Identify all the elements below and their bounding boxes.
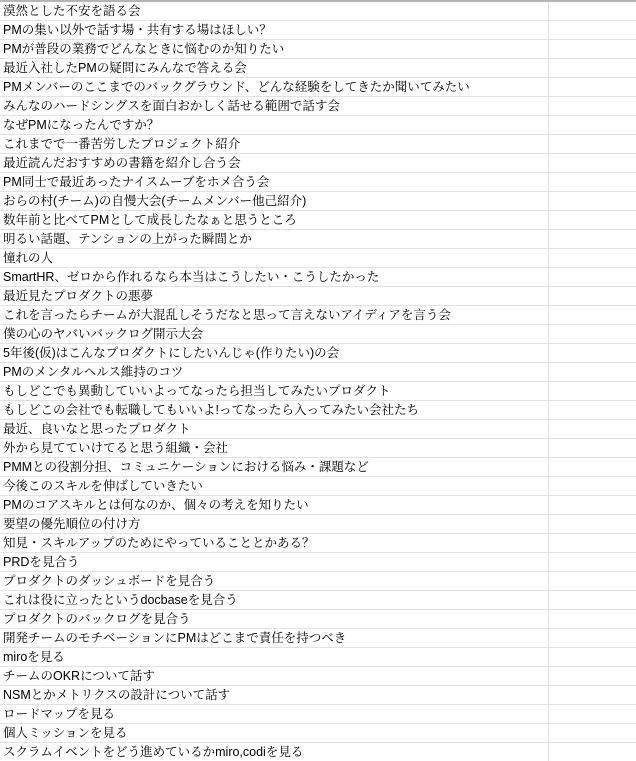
empty-cell[interactable] (549, 610, 636, 628)
idea-cell[interactable] (0, 40, 549, 58)
table-row (0, 249, 636, 268)
table-row (0, 59, 636, 78)
idea-cell[interactable] (0, 192, 549, 210)
empty-cell[interactable] (549, 420, 636, 438)
empty-cell[interactable] (549, 534, 636, 552)
table-row (0, 648, 636, 667)
table-row (0, 553, 636, 572)
table-row (0, 306, 636, 325)
idea-text: 最近、良いなと思ったプロダクト (3, 422, 191, 436)
idea-cell[interactable] (0, 458, 549, 476)
table-row (0, 173, 636, 192)
idea-cell[interactable] (0, 667, 549, 685)
idea-text: 僕の心のヤバいバックログ開示大会 (3, 327, 204, 341)
table-row (0, 382, 636, 401)
idea-text: 開発チームのモチベーションにPMはどこまで責任を持つべき (3, 631, 347, 645)
table-row (0, 439, 636, 458)
idea-text: もしどこの会社でも転職してもいいよ!ってなったら入ってみたい会社たち (3, 403, 419, 417)
idea-text: プロダクトのダッシュボードを見合う (3, 574, 216, 588)
idea-cell[interactable] (0, 496, 549, 514)
table-row (0, 211, 636, 230)
idea-cell[interactable] (0, 230, 549, 248)
empty-cell[interactable] (549, 477, 636, 495)
idea-cell[interactable] (0, 705, 549, 723)
empty-cell[interactable] (549, 21, 636, 39)
table-row (0, 667, 636, 686)
empty-cell[interactable] (549, 743, 636, 761)
table-row (0, 420, 636, 439)
empty-cell[interactable] (549, 724, 636, 742)
idea-cell[interactable] (0, 135, 549, 153)
table-row (0, 477, 636, 496)
idea-text: PMのメンタルヘルス維持のコツ (3, 365, 184, 379)
table-row (0, 591, 636, 610)
idea-cell[interactable] (0, 363, 549, 381)
empty-cell[interactable] (549, 116, 636, 134)
table-row (0, 496, 636, 515)
idea-cell[interactable] (0, 21, 549, 39)
idea-cell[interactable] (0, 477, 549, 495)
table-row (0, 344, 636, 363)
idea-text: 数年前と比べてPMとして成長したなぁと思うところ (3, 213, 297, 227)
idea-cell[interactable] (0, 591, 549, 609)
idea-text: PMMとの役割分担、コミュニケーションにおける悩み・課題など (3, 460, 369, 474)
idea-cell[interactable] (0, 78, 549, 96)
empty-cell[interactable] (549, 78, 636, 96)
table-row (0, 743, 636, 761)
empty-cell[interactable] (549, 458, 636, 476)
idea-text: これは役に立ったというdocbaseを見合う (3, 593, 238, 607)
table-row (0, 78, 636, 97)
idea-text: 明るい話題、テンションの上がった瞬間とか (3, 232, 252, 246)
table-row (0, 724, 636, 743)
idea-cell[interactable] (0, 743, 549, 761)
idea-cell[interactable] (0, 382, 549, 400)
table-row (0, 40, 636, 59)
empty-cell[interactable] (549, 515, 636, 533)
idea-cell[interactable] (0, 268, 549, 286)
idea-text: PMメンバーのここまでのバックグラウンド、どんな経験をしてきたか聞いてみたい (3, 80, 470, 94)
empty-cell[interactable] (549, 363, 636, 381)
table-row (0, 534, 636, 553)
empty-cell[interactable] (549, 439, 636, 457)
idea-cell[interactable] (0, 59, 549, 77)
idea-cell[interactable] (0, 534, 549, 552)
idea-cell[interactable] (0, 439, 549, 457)
idea-text: ロードマップを見る (3, 707, 116, 721)
table-row (0, 192, 636, 211)
empty-cell[interactable] (549, 135, 636, 153)
table-row (0, 116, 636, 135)
idea-cell[interactable] (0, 401, 549, 419)
empty-cell[interactable] (549, 553, 636, 571)
idea-cell[interactable] (0, 249, 549, 267)
table-row (0, 325, 636, 344)
empty-cell[interactable] (549, 705, 636, 723)
table-row (0, 154, 636, 173)
idea-text: 憧れの人 (3, 251, 54, 265)
idea-cell[interactable] (0, 325, 549, 343)
table-row (0, 610, 636, 629)
idea-text: PMのコアスキルとは何なのか、個々の考えを知りたい (3, 498, 309, 512)
table-row (0, 686, 636, 705)
idea-cell[interactable] (0, 572, 549, 590)
empty-cell[interactable] (549, 648, 636, 666)
idea-cell[interactable] (0, 648, 549, 666)
idea-text: 今後このスキルを伸ばしていきたい (3, 479, 203, 493)
idea-cell[interactable] (0, 116, 549, 134)
idea-text: 外から見てていけてると思う組織・会社 (3, 441, 229, 455)
idea-text: これまでで一番苦労したプロジェクト紹介 (3, 137, 241, 151)
table-row (0, 629, 636, 648)
empty-cell[interactable] (549, 667, 636, 685)
empty-cell[interactable] (549, 401, 636, 419)
idea-cell[interactable] (0, 515, 549, 533)
empty-cell[interactable] (549, 325, 636, 343)
idea-text: 要望の優先順位の付け方 (3, 517, 141, 531)
empty-cell[interactable] (549, 686, 636, 704)
idea-text: これを言ったらチームが大混乱しそうだなと思って言えないアイディアを言う会 (3, 308, 451, 322)
empty-cell[interactable] (549, 173, 636, 191)
idea-text: 個人ミッションを見る (3, 726, 128, 740)
idea-text: SmartHR、ゼロから作れるなら本当はこうしたい・こうしたかった (3, 270, 380, 284)
idea-cell[interactable] (0, 610, 549, 628)
idea-text: PRDを見合う (3, 555, 80, 569)
idea-cell[interactable] (0, 344, 549, 362)
table-row (0, 21, 636, 40)
idea-cell[interactable] (0, 173, 549, 191)
idea-text: 5年後(仮)はこんなプロダクトにしたいんじゃ(作りたい)の会 (3, 346, 340, 360)
idea-text: おらの村(チーム)の自慢大会(チームメンバー他己紹介) (3, 194, 307, 208)
empty-cell[interactable] (549, 306, 636, 324)
table-row (0, 572, 636, 591)
empty-cell[interactable] (549, 40, 636, 58)
empty-cell[interactable] (549, 382, 636, 400)
idea-text: 知見・スキルアップのためにやっていることとかある？ (3, 536, 315, 550)
idea-cell[interactable] (0, 2, 549, 20)
idea-cell[interactable] (0, 287, 549, 305)
idea-text: PM同士で最近あったナイスムーブをホメ合う会 (3, 175, 270, 189)
empty-cell[interactable] (549, 97, 636, 115)
idea-text: 最近読んだおすすめの書籍を紹介し合う会 (3, 156, 241, 170)
idea-cell[interactable] (0, 97, 549, 115)
empty-cell[interactable] (549, 268, 636, 286)
idea-cell[interactable] (0, 724, 549, 742)
empty-cell[interactable] (549, 230, 636, 248)
empty-cell[interactable] (549, 591, 636, 609)
table-row (0, 135, 636, 154)
empty-cell[interactable] (549, 154, 636, 172)
idea-text: チームのOKRについて話す (3, 669, 155, 683)
table-row (0, 458, 636, 477)
idea-cell[interactable] (0, 154, 549, 172)
empty-cell[interactable] (549, 249, 636, 267)
idea-cell[interactable] (0, 420, 549, 438)
idea-text: プロダクトのバックログを見合う (3, 612, 191, 626)
idea-text: PMの集い以外で話す場・共有する場はほしい？ (3, 23, 272, 37)
idea-text: スクラムイベントをどう進めているかmiro,codiを見る (3, 745, 304, 759)
idea-text: 最近入社したPMの疑問にみんなで答える会 (3, 61, 247, 75)
idea-text: PMが普段の業務でどんなときに悩むのか知りたい (3, 42, 285, 56)
table-row (0, 2, 636, 21)
empty-cell[interactable] (549, 2, 636, 20)
empty-cell[interactable] (549, 211, 636, 229)
idea-text: NSMとかメトリクスの設計について話す (3, 688, 231, 702)
idea-cell[interactable] (0, 686, 549, 704)
idea-cell[interactable] (0, 211, 549, 229)
empty-cell[interactable] (549, 59, 636, 77)
table-row (0, 287, 636, 306)
idea-text: 漠然とした不安を語る会 (3, 4, 141, 18)
table-row (0, 515, 636, 534)
empty-cell[interactable] (549, 629, 636, 647)
table-row (0, 363, 636, 382)
empty-cell[interactable] (549, 496, 636, 514)
table-row (0, 401, 636, 420)
idea-text: miroを見る (3, 650, 65, 664)
table-row (0, 705, 636, 724)
idea-text: もしどこでも異動していいよってなったら担当してみたいプロダクト (3, 384, 391, 398)
empty-cell[interactable] (549, 192, 636, 210)
empty-cell[interactable] (549, 287, 636, 305)
table-row (0, 268, 636, 287)
empty-cell[interactable] (549, 344, 636, 362)
idea-text: なぜPMになったんですか？ (3, 118, 160, 132)
idea-text: みんなのハードシングスを面白おかしく話せる範囲で話す会 (3, 99, 340, 113)
empty-cell[interactable] (549, 572, 636, 590)
idea-cell[interactable] (0, 553, 549, 571)
table-row (0, 230, 636, 249)
table-row (0, 97, 636, 116)
idea-text: 最近見たプロダクトの悪夢 (3, 289, 154, 303)
idea-cell[interactable] (0, 629, 549, 647)
idea-cell[interactable] (0, 306, 549, 324)
